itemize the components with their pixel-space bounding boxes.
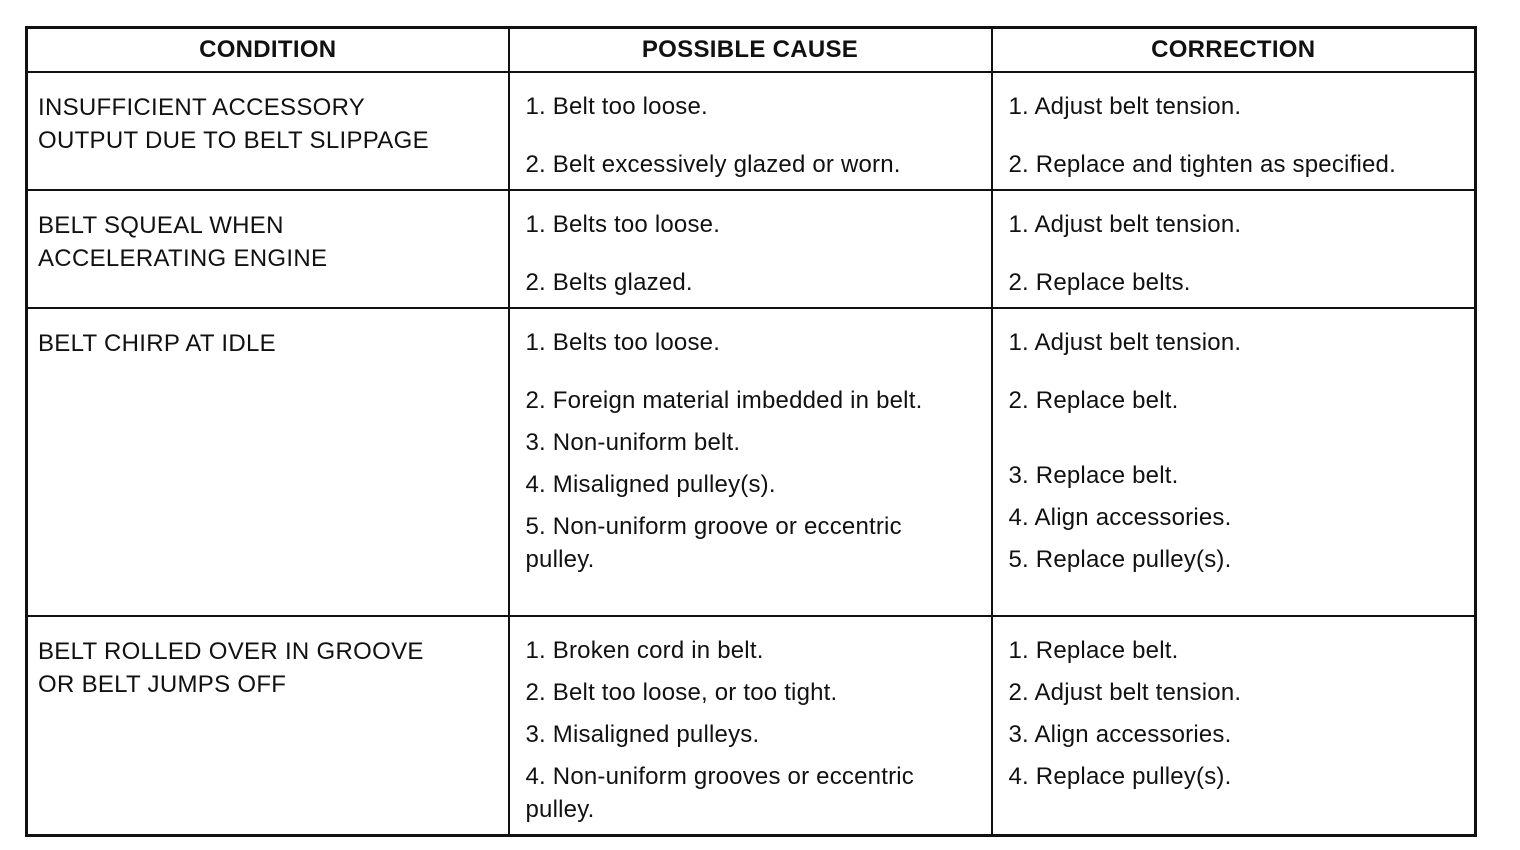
correction-item: 1. Adjust belt tension. <box>1008 211 1242 238</box>
cause-item: 5. Non-uniform groove or eccentric pulley. <box>525 513 902 573</box>
cause-item: 1. Belt too loose. <box>525 93 708 120</box>
cause-item: 3. Non-uniform belt. <box>525 429 741 456</box>
diagnosis-table <box>25 26 1477 837</box>
correction-item: 3. Align accessories. <box>1008 721 1232 748</box>
header-correction: CORRECTION <box>992 28 1476 73</box>
table-row <box>27 308 1476 616</box>
correction-item: 1. Replace belt. <box>1008 637 1179 664</box>
header-possible-cause: POSSIBLE CAUSE <box>509 28 992 73</box>
cause-item: 1. Belts too loose. <box>525 211 721 238</box>
cause-item: 2. Belt too loose, or too tight. <box>525 679 838 706</box>
cause-item: 2. Foreign material imbedded in belt. <box>525 387 923 414</box>
correction-cell <box>992 72 1476 190</box>
condition-line: BELT CHIRP AT IDLE <box>38 330 276 357</box>
correction-item: 4. Replace pulley(s). <box>1008 763 1232 790</box>
cause-item: 4. Misaligned pulley(s). <box>525 471 776 498</box>
condition-line: BELT ROLLED OVER IN GROOVE <box>38 638 424 665</box>
correction-cell <box>992 616 1476 836</box>
condition-line: OUTPUT DUE TO BELT SLIPPAGE <box>38 127 429 154</box>
cause-item: 1. Broken cord in belt. <box>525 637 764 664</box>
condition-cell <box>27 616 509 836</box>
correction-item: 3. Replace belt. <box>1008 462 1179 489</box>
condition-cell <box>27 72 509 190</box>
condition-line: BELT SQUEAL WHEN <box>38 212 284 239</box>
correction-item: 5. Replace pulley(s). <box>1008 546 1232 573</box>
cause-cell <box>509 308 992 616</box>
table-row <box>27 190 1476 308</box>
correction-item: 2. Adjust belt tension. <box>1008 679 1242 706</box>
condition-line: ACCELERATING ENGINE <box>38 245 328 272</box>
correction-item: 1. Adjust belt tension. <box>1008 93 1242 120</box>
condition-line: INSUFFICIENT ACCESSORY <box>38 94 366 121</box>
cause-cell <box>509 616 992 836</box>
correction-item: 2. Replace belts. <box>1008 269 1191 296</box>
cause-item: 1. Belts too loose. <box>525 329 721 356</box>
cause-item: 3. Misaligned pulleys. <box>525 721 760 748</box>
condition-cell <box>27 308 509 616</box>
correction-item: 1. Adjust belt tension. <box>1008 329 1242 356</box>
correction-item: 2. Replace and tighten as specified. <box>1008 151 1396 178</box>
cause-item: 4. Non-uniform grooves or eccentric pulley. <box>525 763 914 823</box>
cause-item: 2. Belt excessively glazed or worn. <box>525 151 901 178</box>
correction-item: 4. Align accessories. <box>1008 504 1232 531</box>
cause-cell <box>509 190 992 308</box>
condition-cell <box>27 190 509 308</box>
condition-line: OR BELT JUMPS OFF <box>38 671 287 698</box>
header-condition: CONDITION <box>27 28 509 73</box>
table-row <box>27 616 1476 836</box>
cause-cell <box>509 72 992 190</box>
correction-item: 2. Replace belt. <box>1008 387 1179 414</box>
header-row <box>27 28 1476 73</box>
table-row <box>27 72 1476 190</box>
correction-cell <box>992 190 1476 308</box>
correction-cell <box>992 308 1476 616</box>
cause-item: 2. Belts glazed. <box>525 269 693 296</box>
